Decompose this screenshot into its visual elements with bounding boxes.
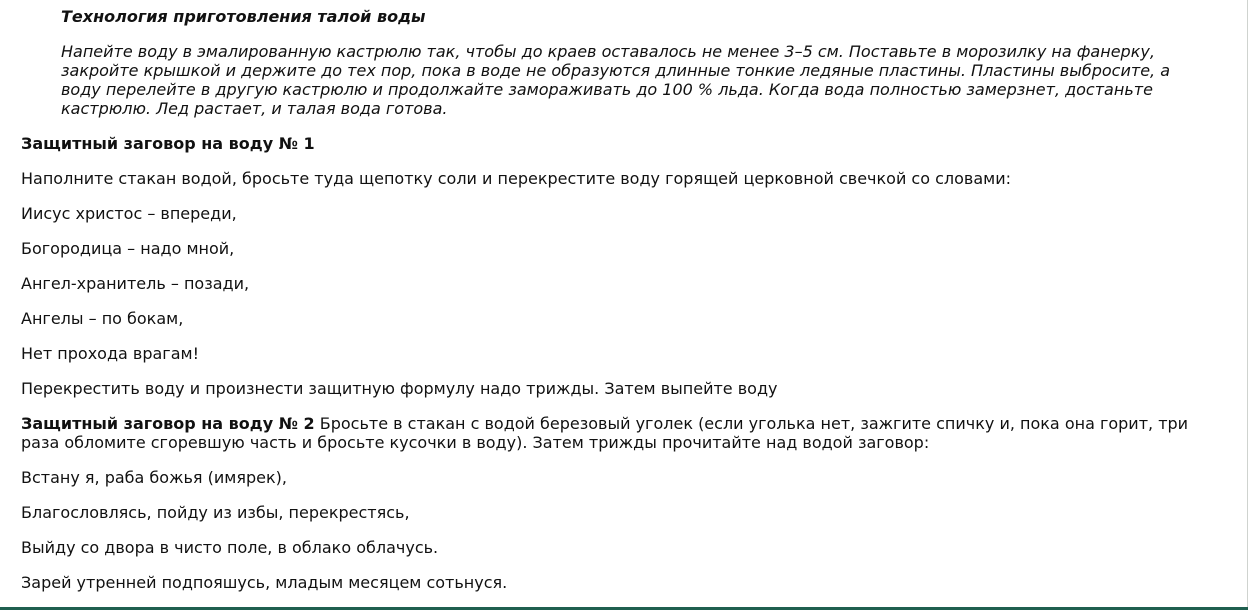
tech-text: Напейте воду в эмалированную кастрюлю так, чтобы до краев оставалось не менее 3–5 см. Поставьте в морозилку на фанерку, закройте крышкой и держите до тех пор, пока в воде не образуются длинные тонкие ледяные пластины. Пластины выбросите, а воду перелейте в другую кастрюлю и продолжайте замораживать до 100 % льда. Когда вода полностью замерзнет, достаньте кастрюлю. Лед растает, и талая вода готова.	[61, 42, 1171, 118]
tech-section	[61, 7, 1181, 118]
spell2-paragraph	[21, 414, 1226, 452]
tech-title: Технология приготовления талой воды	[61, 7, 426, 26]
spell2-line: Благословлясь, пойду из избы, перекрестясь,	[21, 503, 410, 522]
spell2-heading: Защитный заговор на воду № 2	[21, 414, 315, 433]
spell1-line: Ангел-хранитель – позади,	[21, 274, 250, 293]
spell1-line: Нет прохода врагам!	[21, 344, 199, 363]
spell1-heading: Защитный заговор на воду № 1	[21, 134, 315, 153]
spell1-outro: Перекрестить воду и произнести защитную формулу надо трижды. Затем выпейте воду	[21, 379, 778, 398]
spell2-text: Бросьте в стакан с водой березовый уголек (если уголька нет, зажгите спичку и, пока она горит, три раза обломите сгоревшую часть и бросьте кусочки в воду). Затем трижды прочитайте над водой заговор:	[21, 414, 1189, 452]
spell1-line: Иисус христос – впереди,	[21, 204, 237, 223]
spell1-line: Ангелы – по бокам,	[21, 309, 184, 328]
spell2-line: Выйду со двора в чисто поле, в облако облачусь.	[21, 538, 439, 557]
spell2-line: Зарей утренней подпояшусь, младым месяцем сотьнуся.	[21, 573, 508, 592]
spells-section	[21, 134, 1226, 592]
spell1-intro: Наполните стакан водой, бросьте туда щепотку соли и перекрестите воду горящей церковной свечкой со словами:	[21, 169, 1012, 188]
spell2-line: Встану я, раба божья (имярек),	[21, 468, 287, 487]
spell1-line: Богородица – надо мной,	[21, 239, 235, 258]
